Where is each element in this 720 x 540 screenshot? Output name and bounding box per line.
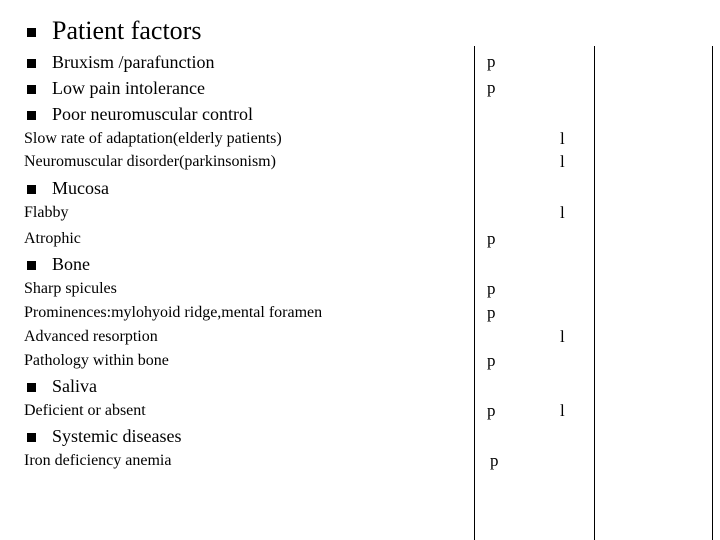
factor-label: Sharp spicules xyxy=(24,280,117,297)
factor-label: Neuromuscular disorder(parkinsonism) xyxy=(24,153,276,170)
factor-label: Pathology within bone xyxy=(24,352,169,369)
column-divider-left xyxy=(474,46,475,540)
column-divider-right xyxy=(712,46,713,540)
bullet-icon xyxy=(27,185,36,194)
bullet-icon xyxy=(27,383,36,392)
column-divider-middle xyxy=(594,46,595,540)
factor-label: Bruxism /parafunction xyxy=(52,52,215,72)
title-bullet-icon xyxy=(27,28,36,37)
factor-label: Low pain intolerance xyxy=(52,78,205,98)
bullet-icon xyxy=(27,261,36,270)
factor-label: Deficient or absent xyxy=(24,402,146,419)
p-mark: p xyxy=(487,279,496,298)
p-mark: p xyxy=(487,229,496,248)
factor-label: Prominences:mylohyoid ridge,mental foramen xyxy=(24,304,323,321)
l-mark: l xyxy=(560,401,565,420)
factor-label: Atrophic xyxy=(24,230,81,247)
factor-label: Systemic diseases xyxy=(52,426,182,446)
bullet-icon xyxy=(27,59,36,68)
l-mark: l xyxy=(560,327,565,346)
factor-label: Mucosa xyxy=(52,178,109,198)
factor-label: Bone xyxy=(52,254,90,274)
bullet-icon xyxy=(27,85,36,94)
factor-label: Poor neuromuscular control xyxy=(52,104,253,124)
l-mark: l xyxy=(560,152,565,171)
p-mark: p xyxy=(487,303,496,322)
p-mark: p xyxy=(490,451,499,470)
factor-label: Advanced resorption xyxy=(24,328,158,345)
page-title: Patient factors xyxy=(52,16,202,45)
factor-label: Slow rate of adaptation(elderly patients) xyxy=(24,130,282,147)
factor-label: Iron deficiency anemia xyxy=(24,452,172,469)
factor-label: Flabby xyxy=(24,204,69,221)
bullet-icon xyxy=(27,433,36,442)
l-mark: l xyxy=(560,203,565,222)
p-mark: p xyxy=(487,52,496,71)
p-mark: p xyxy=(487,351,496,370)
factor-label: Saliva xyxy=(52,376,97,396)
p-mark: p xyxy=(487,78,496,97)
p-mark: p xyxy=(487,401,496,420)
bullet-icon xyxy=(27,111,36,120)
l-mark: l xyxy=(560,129,565,148)
